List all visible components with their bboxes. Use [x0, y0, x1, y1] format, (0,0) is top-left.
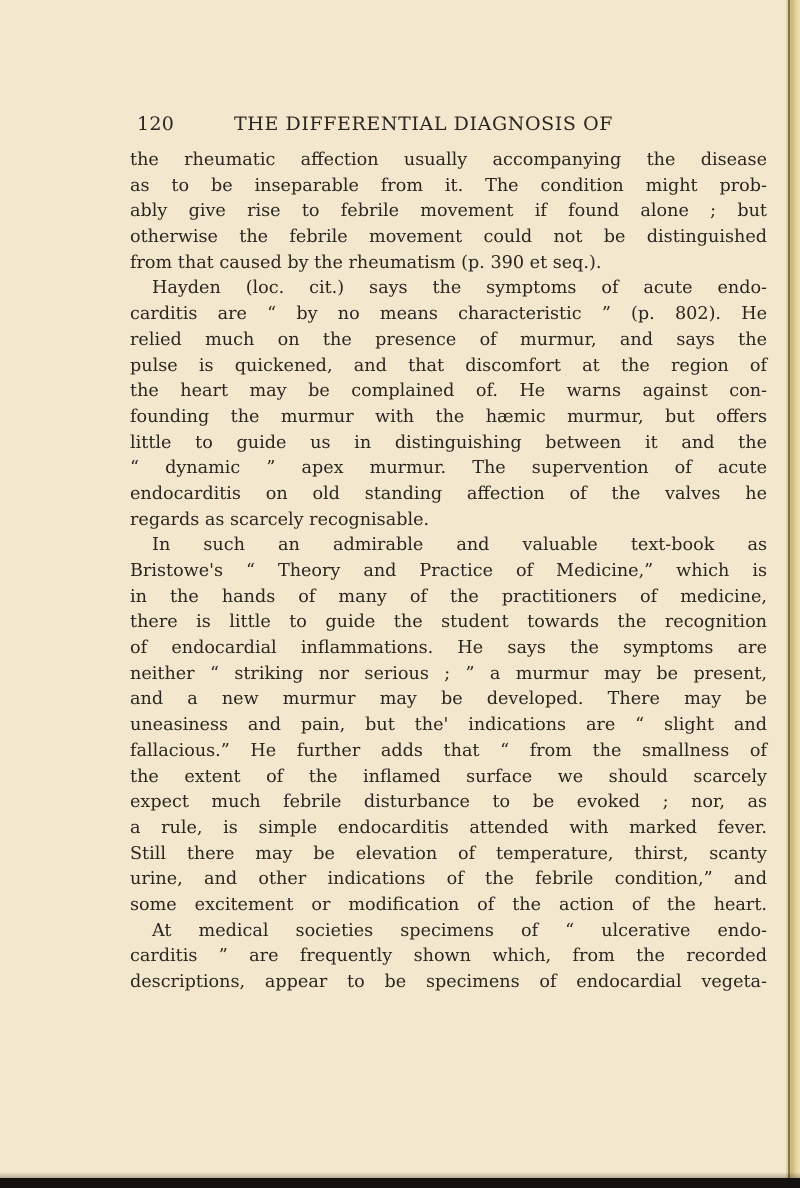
text-line: founding the murmur with the hæmic murmur, but offers — [130, 406, 767, 427]
bottom-edge — [0, 1178, 800, 1188]
text-line: At medical societies specimens of “ ulcerative endo- — [152, 920, 767, 941]
text-line: Still there may be elevation of temperature, thirst, scanty — [130, 843, 767, 864]
text-line: the rheumatic affection usually accompanying the disease — [130, 150, 767, 170]
text-line: from that caused by the rheumatism (p. 390 et seq.). — [130, 252, 602, 273]
text-line: “ dynamic ” apex murmur. The supervention of acute — [130, 458, 767, 479]
page-number: 120 — [137, 113, 175, 135]
body-text — [130, 148, 767, 996]
text-line: fallacious.” He further adds that “ from the smallness of — [130, 740, 767, 761]
text-line: neither “ striking nor serious ; ” a murmur may be present, — [130, 663, 767, 684]
text-line: ably give rise to febrile movement if found alone ; but — [130, 201, 767, 222]
text-line: as to be inseparable from it. The condition might prob- — [130, 175, 767, 196]
text-line: and a new murmur may be developed. There may be — [130, 689, 767, 710]
text-line: the heart may be complained of. He warns against con- — [130, 381, 767, 402]
text-line: of endocardial inflammations. He says the symptoms are — [130, 638, 767, 659]
text-line: endocarditis on old standing affection of the valves he — [130, 483, 767, 504]
text-line: urine, and other indications of the febrile condition,” and — [130, 869, 767, 890]
text-line: Hayden (loc. cit.) says the symptoms of acute endo- — [152, 278, 767, 299]
text-line: the extent of the inflamed surface we should scarcely — [130, 766, 767, 787]
text-line: In such an admirable and valuable text-book as — [152, 535, 767, 556]
text-line: in the hands of many of the practitioners of medicine, — [130, 586, 767, 607]
text-line: a rule, is simple endocarditis attended with marked fever. — [130, 817, 767, 838]
text-line: there is little to guide the student towards the recognition — [130, 612, 767, 633]
text-line: carditis are “ by no means characteristic ” (p. 802). He — [130, 304, 767, 325]
text-line: descriptions, appear to be specimens of endocardial vegeta- — [130, 972, 767, 992]
text-line: Bristowe's “ Theory and Practice of Medicine,” which is — [130, 561, 767, 581]
text-line: otherwise the febrile movement could not be distinguished — [130, 227, 767, 248]
text-line: pulse is quickened, and that discomfort at the region of — [130, 355, 767, 376]
page-binding-line — [788, 0, 790, 1188]
text-line: uneasiness and pain, but the' indications are “ slight and — [130, 715, 767, 736]
text-line: regards as scarcely recognisable. — [130, 509, 430, 530]
text-line: carditis ” are frequently shown which, from the recorded — [130, 946, 767, 967]
text-line: some excitement or modification of the action of the heart. — [130, 894, 767, 915]
text-line: expect much febrile disturbance to be evoked ; nor, as — [130, 792, 767, 813]
text-line: little to guide us in distinguishing between it and the — [130, 432, 767, 453]
text-line: relied much on the presence of murmur, and says the — [130, 329, 767, 350]
running-title: THE DIFFERENTIAL DIAGNOSIS OF — [234, 113, 614, 135]
